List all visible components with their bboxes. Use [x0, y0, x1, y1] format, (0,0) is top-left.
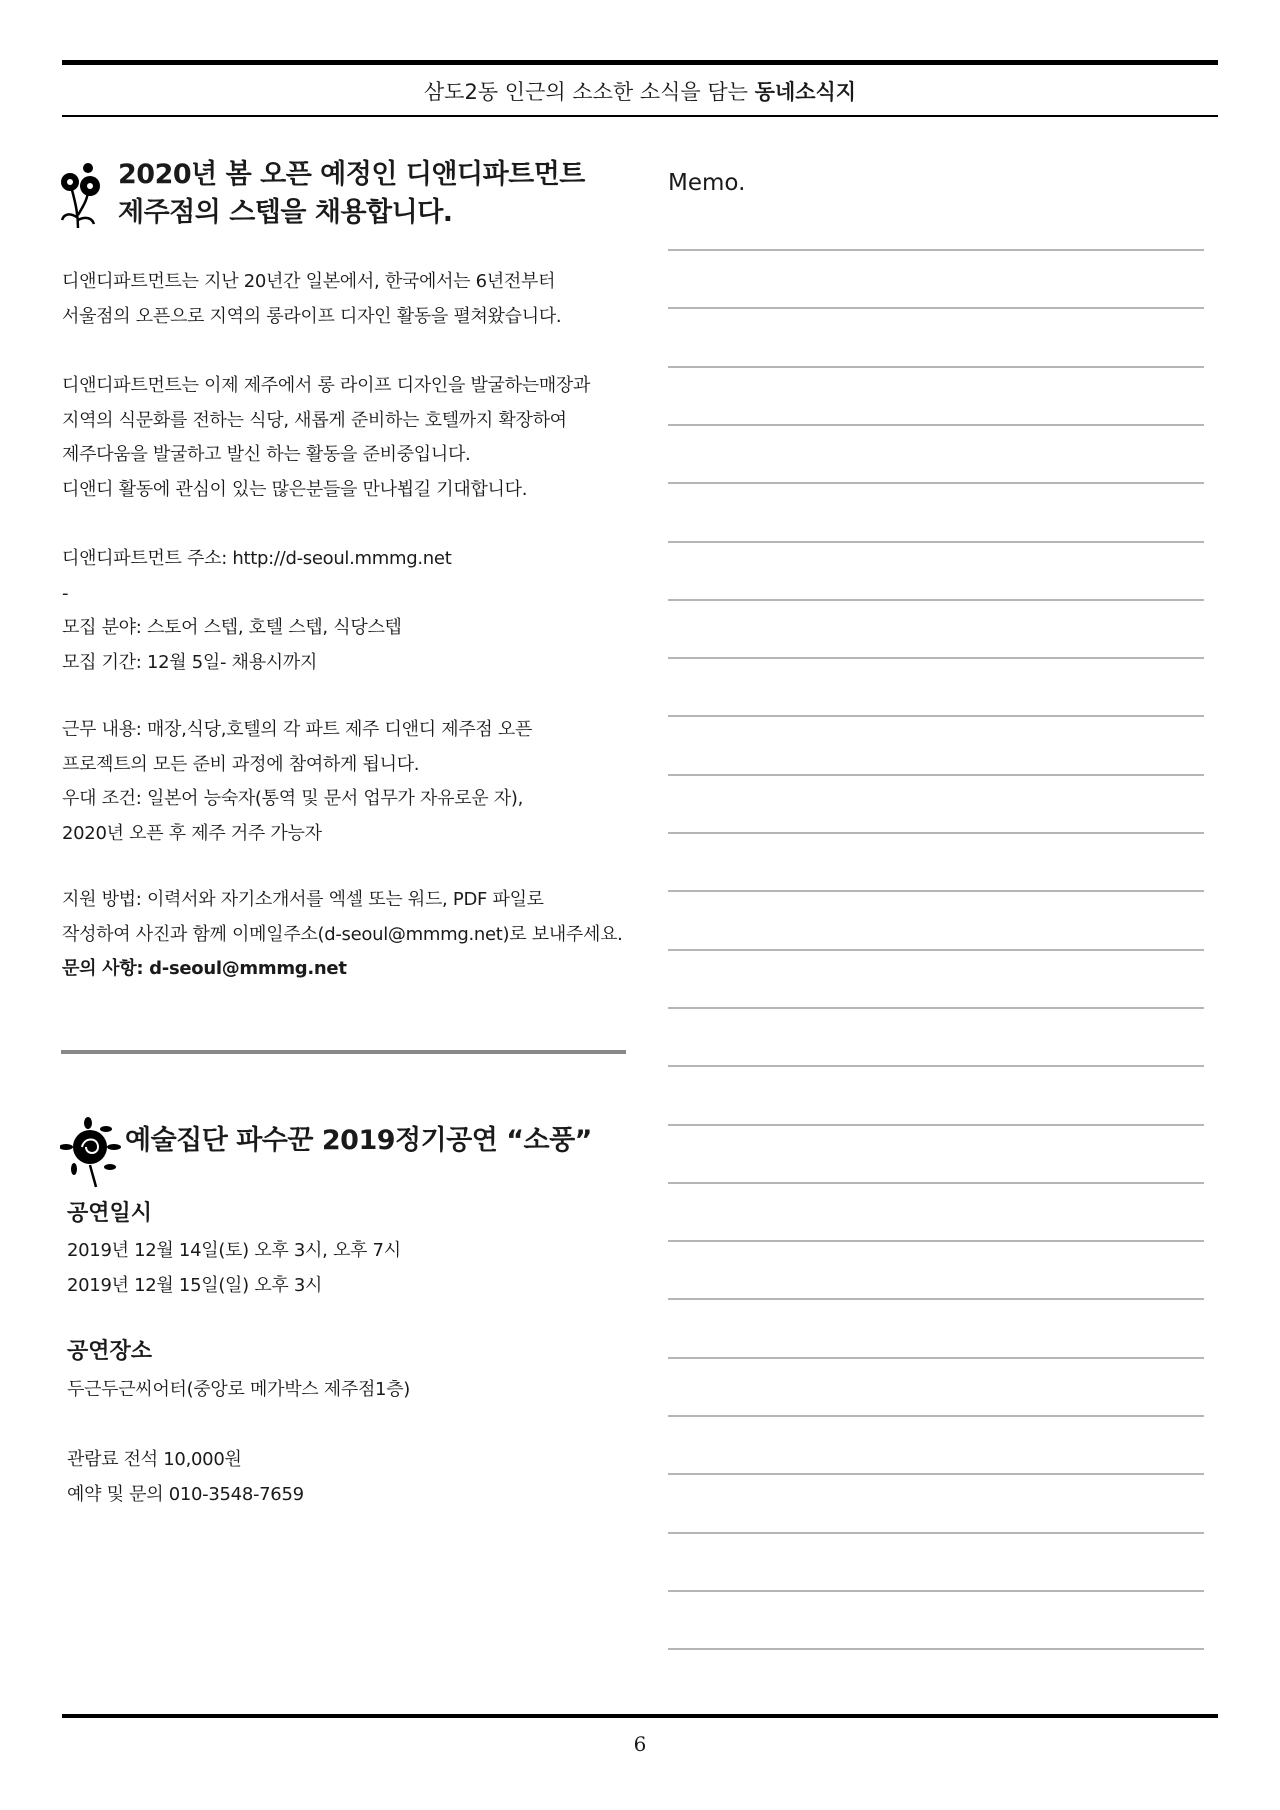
memo-line	[668, 424, 1204, 426]
article1-paragraph	[62, 883, 623, 987]
article1-paragraph	[62, 369, 590, 507]
memo-line	[668, 832, 1204, 834]
memo-line	[668, 1415, 1204, 1417]
memo-line	[668, 599, 1204, 601]
title-line: 제주점의 스텝을 채용합니다.	[118, 197, 453, 228]
flower-icon	[58, 160, 106, 230]
memo-line	[668, 890, 1204, 892]
body-line: 디앤디파트먼트는 이제 제주에서 롱 라이프 디자인을 발굴하는매장과	[62, 375, 591, 396]
memo-line	[668, 1065, 1204, 1067]
memo-line	[668, 1007, 1204, 1009]
top-rule	[62, 60, 1218, 65]
body-line: 근무 내용: 매장,식당,호텔의 각 파트 제주 디앤디 제주점 오픈	[62, 719, 533, 740]
body-line: 디앤디 활동에 관심이 있는 많은분들을 만나뵙길 기대합니다.	[62, 478, 528, 500]
title-line: 2020년 봄 오픈 예정인 디앤디파트먼트	[118, 159, 585, 190]
schedule-heading: 공연일시	[67, 1201, 153, 1226]
body-line: 모집 분야: 스토어 스텝, 호텔 스텝, 식당스텝	[62, 617, 402, 638]
page-number: 6	[633, 1732, 647, 1756]
memo-line	[668, 366, 1204, 368]
memo-label: Memo.	[668, 170, 746, 196]
memo-line	[668, 1473, 1204, 1475]
article1-title	[118, 156, 585, 232]
memo-line	[668, 1357, 1204, 1359]
article1-paragraph	[62, 713, 532, 851]
body-line: 프로젝트의 모든 준비 과정에 참여하게 됩니다.	[62, 753, 420, 775]
memo-line	[668, 1298, 1204, 1300]
header-rule	[62, 115, 1218, 117]
price-text: 관람료 전석 10,000원	[67, 1449, 242, 1470]
memo-line	[668, 541, 1204, 543]
memo-line	[668, 249, 1204, 251]
article1-paragraph	[62, 265, 561, 334]
schedule-line: 2019년 12월 14일(토) 오후 3시, 오후 7시	[67, 1240, 401, 1261]
schedule-list	[67, 1234, 401, 1303]
memo-line	[668, 715, 1204, 717]
body-line: 우대 조건: 일본어 능숙자(통역 및 문서 업무가 자유로운 자),	[62, 788, 524, 809]
memo-line	[668, 1590, 1204, 1592]
memo-line	[668, 1240, 1204, 1242]
reservation-text: 예약 및 문의 010-3548-7659	[67, 1483, 304, 1505]
memo-line	[668, 307, 1204, 309]
venue-heading: 공연장소	[67, 1339, 153, 1364]
body-line: -	[62, 582, 69, 604]
newsletter-header	[62, 76, 1218, 108]
memo-line	[668, 774, 1204, 776]
header-tagline: 삼도2동 인근의 소소한 소식을 담는	[423, 80, 748, 104]
body-line: 디앤디파트먼트는 지난 20년간 일본에서, 한국에서는 6년전부터	[62, 271, 556, 292]
memo-line	[668, 482, 1204, 484]
bottom-rule	[62, 1714, 1218, 1718]
ticket-info	[67, 1443, 304, 1512]
article2-title: 예술집단 파수꾼 2019정기공연 “소풍”	[125, 1125, 592, 1156]
body-line: 작성하여 사진과 함께 이메일주소(d-seoul@mmmg.net)로 보내주세요.	[62, 923, 623, 945]
memo-line	[668, 1124, 1204, 1126]
memo-line	[668, 1648, 1204, 1650]
memo-line	[668, 1182, 1204, 1184]
memo-line	[668, 657, 1204, 659]
body-line: 제주다움을 발굴하고 발신 하는 활동을 준비중입니다.	[62, 444, 471, 465]
header-brand: 동네소식지	[754, 80, 857, 104]
body-line: 지역의 식문화를 전하는 식당, 새롭게 준비하는 호텔까지 확장하여	[62, 409, 567, 431]
venue-text: 두근두근씨어터(중앙로 메가박스 제주점1층)	[67, 1379, 411, 1400]
schedule-line: 2019년 12월 15일(일) 오후 3시	[67, 1274, 323, 1296]
body-line: 디앤디파트먼트 주소: http://d-seoul.mmmg.net	[62, 548, 452, 569]
article1-paragraph	[62, 542, 451, 680]
contact-line: 문의 사항: d-seoul@mmmg.net	[62, 958, 347, 979]
memo-line	[668, 1532, 1204, 1534]
body-line: 2020년 오픈 후 제주 거주 가능자	[62, 822, 322, 844]
body-line: 모집 기간: 12월 5일- 채용시까지	[62, 651, 318, 673]
rose-icon	[60, 1117, 122, 1189]
section-divider	[61, 1050, 626, 1054]
body-line: 지원 방법: 이력서와 자기소개서를 엑셀 또는 워드, PDF 파일로	[62, 889, 544, 910]
memo-line	[668, 949, 1204, 951]
body-line: 서울점의 오픈으로 지역의 롱라이프 디자인 활동을 펼쳐왔습니다.	[62, 305, 562, 327]
